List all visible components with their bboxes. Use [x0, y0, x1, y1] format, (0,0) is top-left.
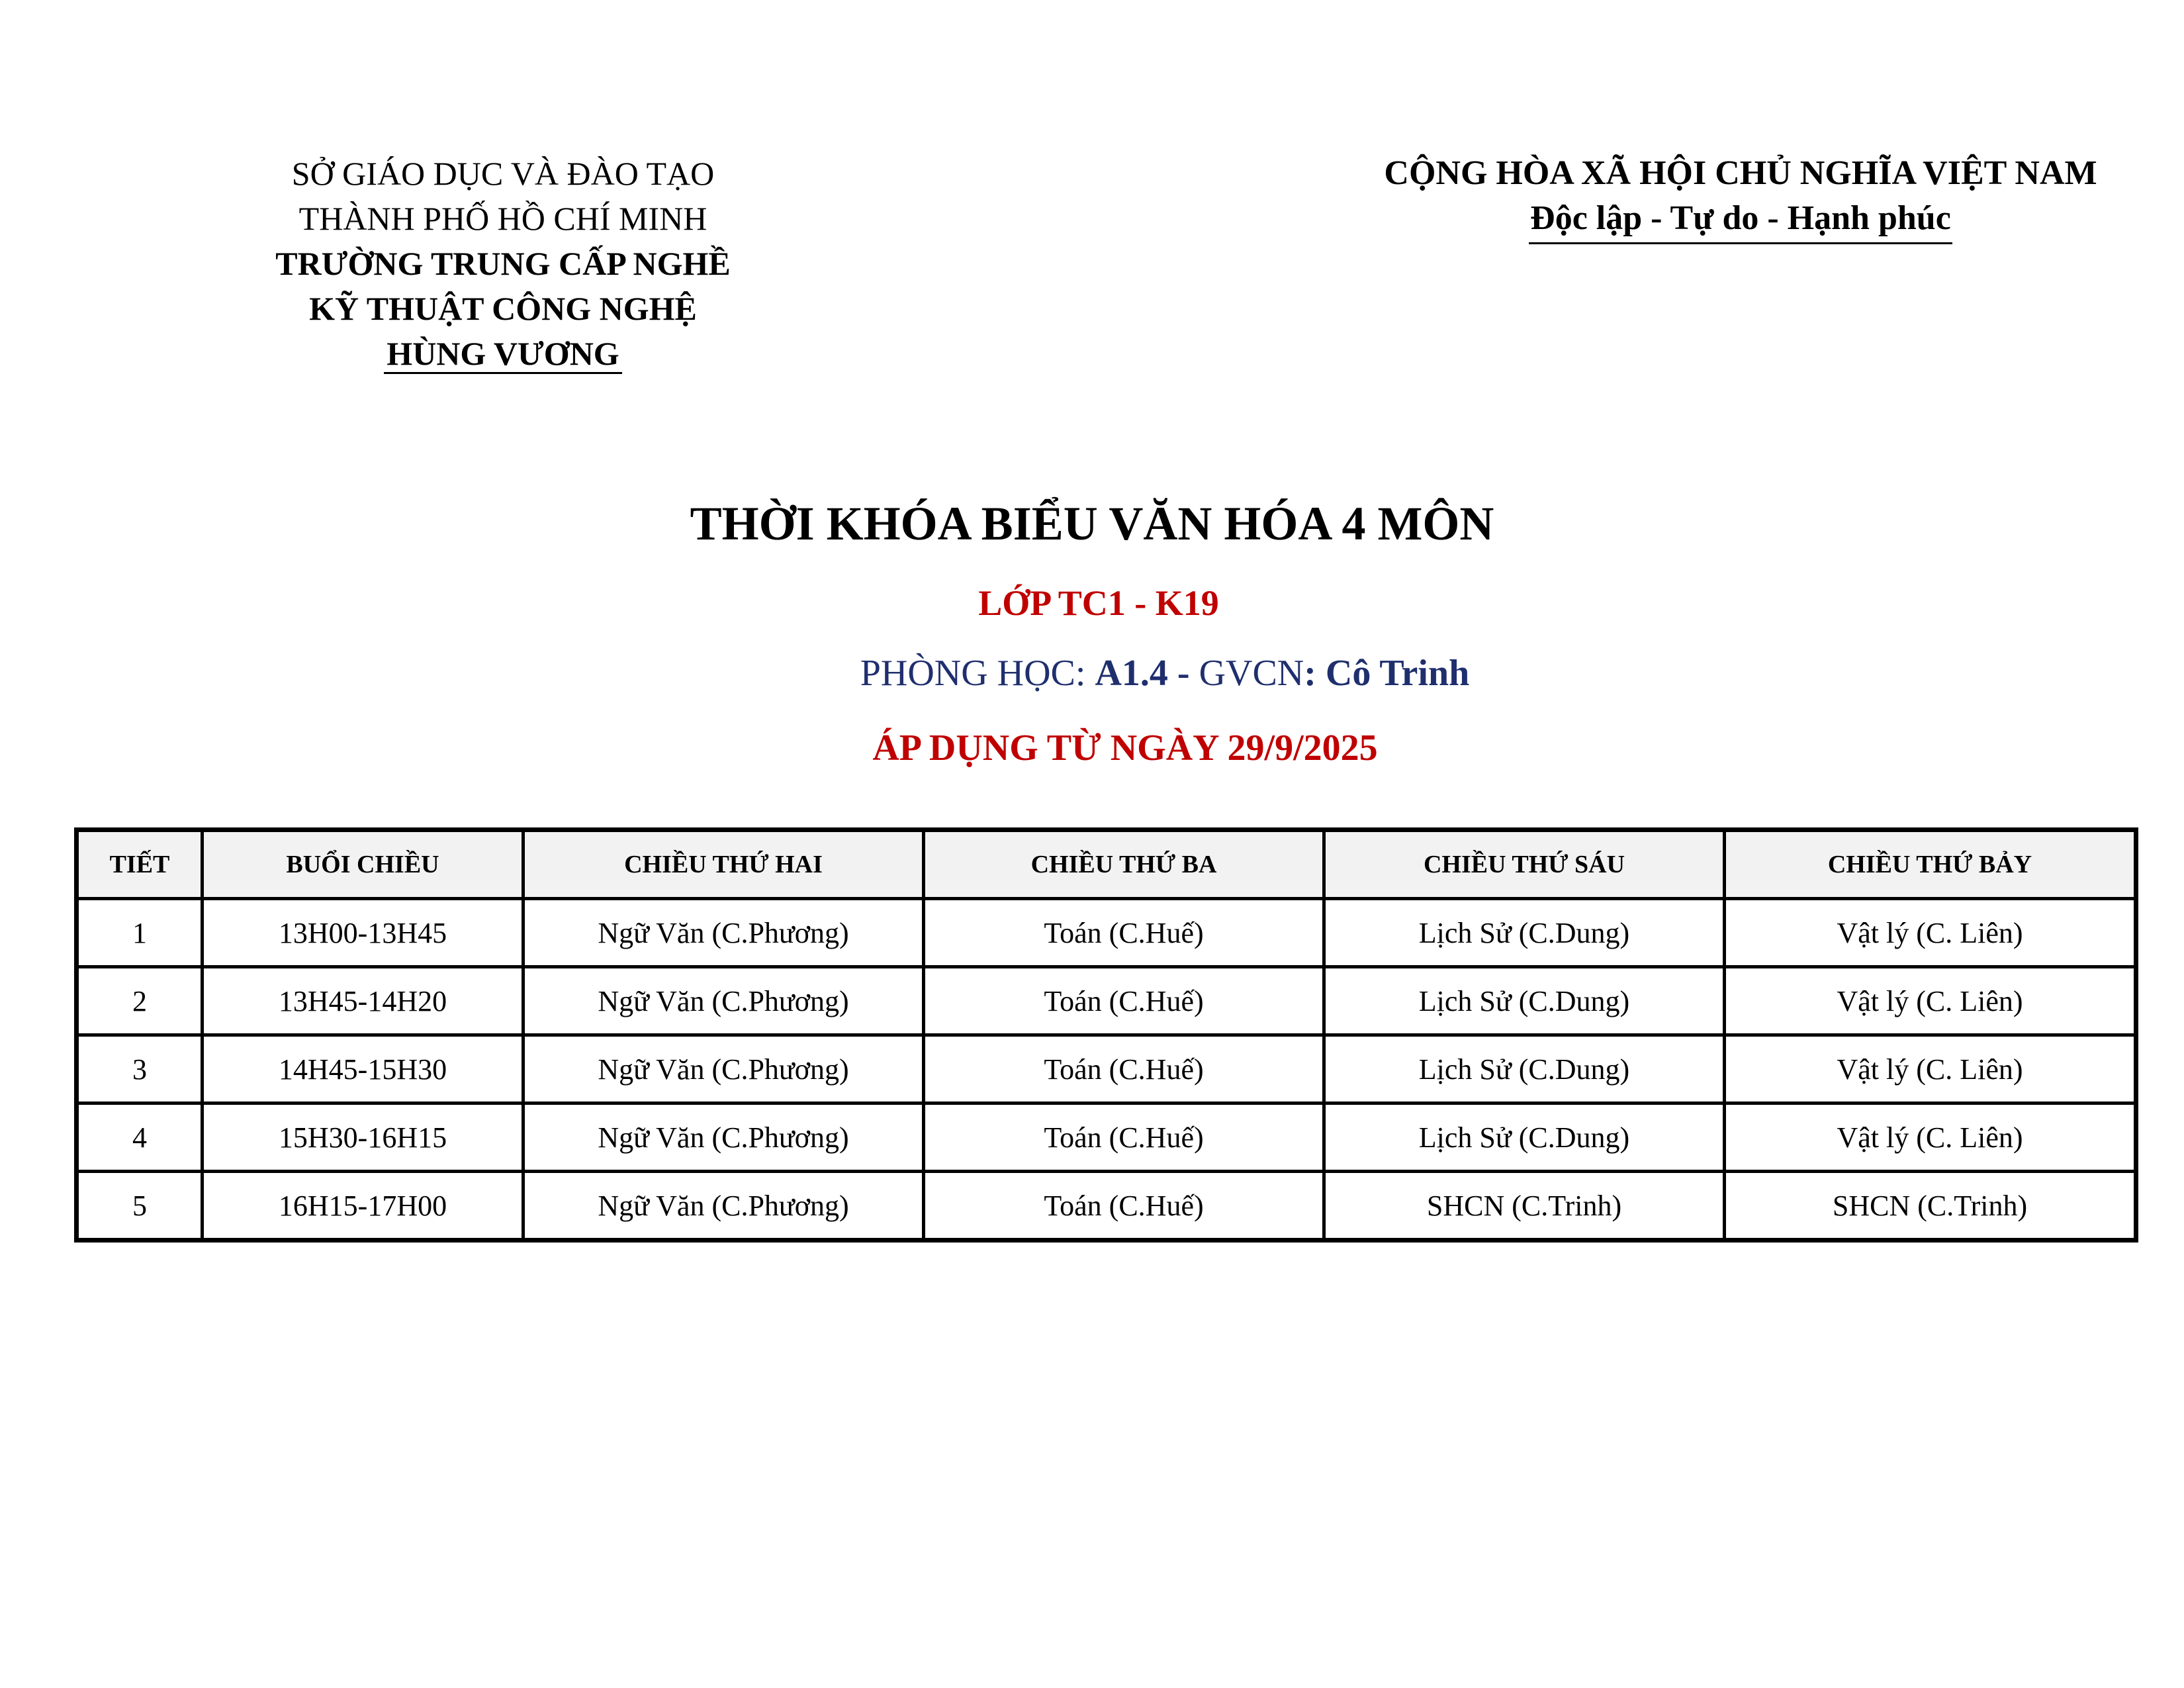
department-name: SỞ GIÁO DỤC VÀ ĐÀO TẠO — [291, 155, 715, 192]
table-row — [77, 967, 2136, 1035]
column-header-time: BUỔI CHIỀU — [203, 830, 523, 899]
period-cell: 4 — [77, 1103, 203, 1172]
school-name-line2: KỸ THUẬT CÔNG NGHỆ — [309, 290, 697, 327]
time-cell: 15H30-16H15 — [203, 1103, 523, 1172]
school-name-line3: HÙNG VƯƠNG — [384, 335, 621, 374]
monday-cell: Ngữ Văn (C.Phương) — [523, 967, 924, 1035]
nation-name: CỘNG HÒA XÃ HỘI CHỦ NGHĨA VIỆT NAM — [1384, 154, 2097, 192]
national-header — [1310, 151, 2171, 244]
effective-date: ÁP DỤNG TỪ NGÀY 29/9/2025 — [872, 727, 1378, 769]
table-row — [77, 1035, 2136, 1103]
page-title: THỜI KHÓA BIỂU VĂN HÓA 4 MÔN — [690, 497, 1494, 550]
time-cell: 13H45-14H20 — [203, 967, 523, 1035]
monday-cell: Ngữ Văn (C.Phương) — [523, 1172, 924, 1241]
saturday-cell: Vật lý (C. Liên) — [1725, 967, 2136, 1035]
tuesday-cell: Toán (C.Huế) — [924, 1172, 1324, 1241]
saturday-cell: Vật lý (C. Liên) — [1725, 1035, 2136, 1103]
column-header-saturday: CHIỀU THỨ BẢY — [1725, 830, 2136, 899]
class-name: LỚP TC1 - K19 — [978, 583, 1219, 623]
table-row — [77, 1172, 2136, 1241]
room-value: A1.4 - — [1095, 653, 1199, 694]
table-row — [77, 1103, 2136, 1172]
friday-cell: Lịch Sử (C.Dung) — [1324, 1035, 1725, 1103]
tuesday-cell: Toán (C.Huế) — [924, 899, 1324, 967]
gvcn-label: GVCN — [1199, 653, 1304, 694]
friday-cell: SHCN (C.Trinh) — [1324, 1172, 1725, 1241]
tuesday-cell: Toán (C.Huế) — [924, 967, 1324, 1035]
table-header-row — [77, 830, 2136, 899]
homeroom-teacher: : Cô Trinh — [1304, 653, 1470, 694]
time-cell: 14H45-15H30 — [203, 1035, 523, 1103]
column-header-monday: CHIỀU THỨ HAI — [523, 830, 924, 899]
column-header-period: TIẾT — [77, 830, 203, 899]
city-name: THÀNH PHỐ HỒ CHÍ MINH — [298, 200, 707, 237]
friday-cell: Lịch Sử (C.Dung) — [1324, 899, 1725, 967]
table-row — [77, 899, 2136, 967]
saturday-cell: SHCN (C.Trinh) — [1725, 1172, 2136, 1241]
monday-cell: Ngữ Văn (C.Phương) — [523, 899, 924, 967]
period-cell: 2 — [77, 967, 203, 1035]
saturday-cell: Vật lý (C. Liên) — [1725, 1103, 2136, 1172]
school-header — [218, 151, 788, 376]
period-cell: 5 — [77, 1172, 203, 1241]
time-cell: 13H00-13H45 — [203, 899, 523, 967]
time-cell: 16H15-17H00 — [203, 1172, 523, 1241]
tuesday-cell: Toán (C.Huế) — [924, 1103, 1324, 1172]
room-info — [0, 652, 2184, 694]
tuesday-cell: Toán (C.Huế) — [924, 1035, 1324, 1103]
column-header-friday: CHIỀU THỨ SÁU — [1324, 830, 1725, 899]
national-motto: Độc lập - Tự do - Hạnh phúc — [1529, 199, 1952, 244]
monday-cell: Ngữ Văn (C.Phương) — [523, 1035, 924, 1103]
friday-cell: Lịch Sử (C.Dung) — [1324, 1103, 1725, 1172]
school-name-line1: TRƯỜNG TRUNG CẤP NGHỀ — [275, 245, 731, 282]
friday-cell: Lịch Sử (C.Dung) — [1324, 967, 1725, 1035]
period-cell: 3 — [77, 1035, 203, 1103]
saturday-cell: Vật lý (C. Liên) — [1725, 899, 2136, 967]
period-cell: 1 — [77, 899, 203, 967]
timetable — [74, 827, 2138, 1243]
monday-cell: Ngữ Văn (C.Phương) — [523, 1103, 924, 1172]
column-header-tuesday: CHIỀU THỨ BA — [924, 830, 1324, 899]
room-label: PHÒNG HỌC: — [860, 653, 1095, 694]
